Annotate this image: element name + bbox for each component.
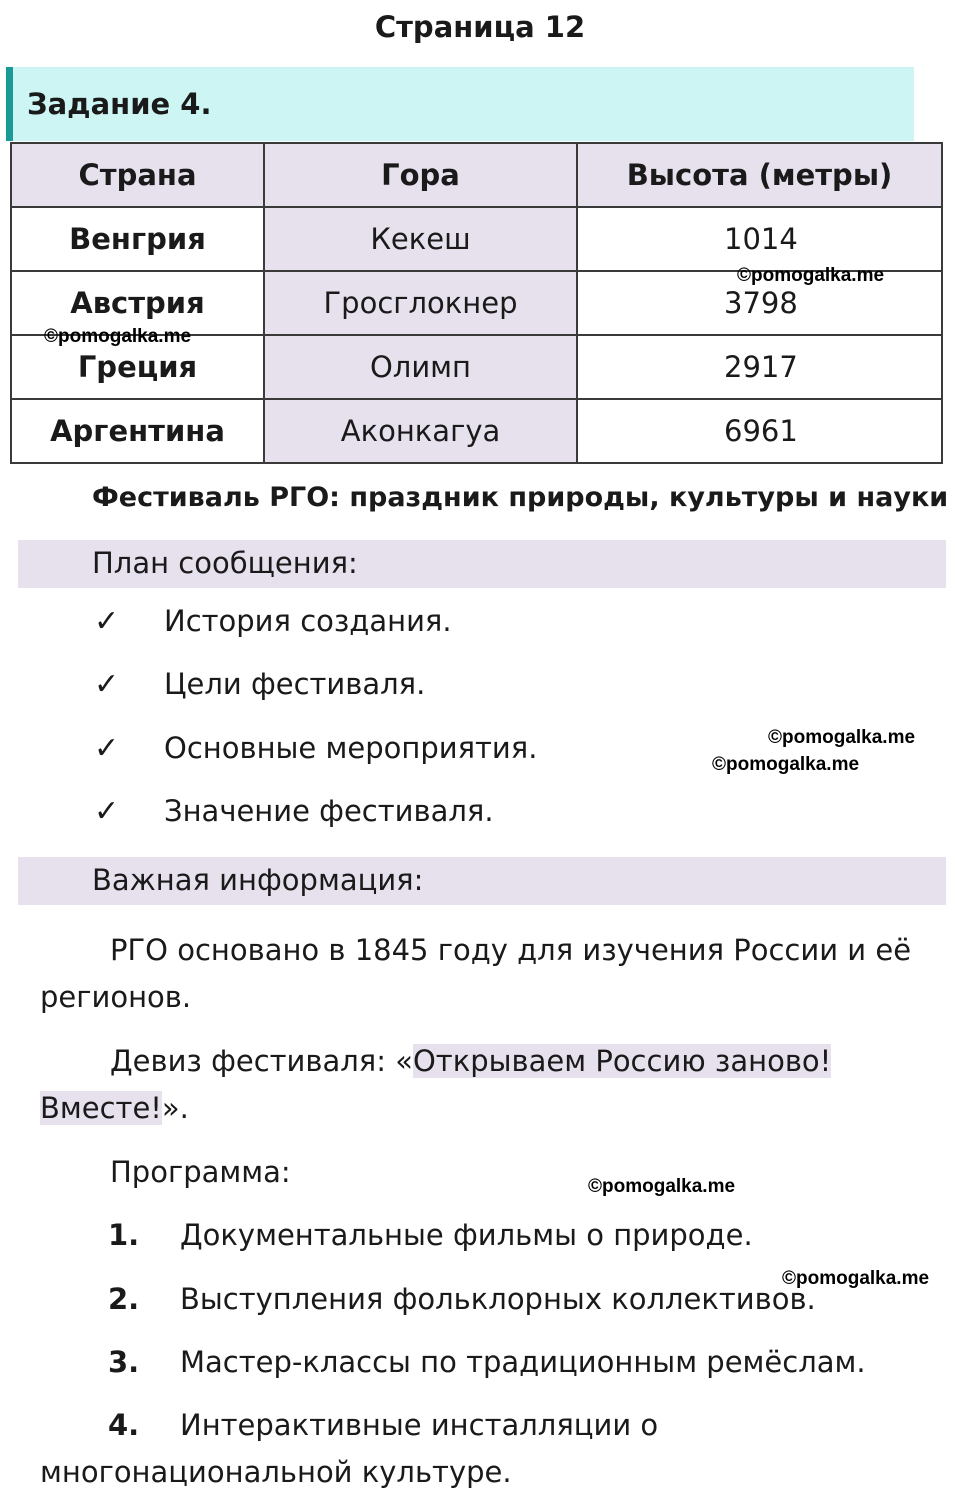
column-header: Страна [11, 143, 264, 207]
motto-line2 [40, 1091, 189, 1125]
watermark: ©pomogalka.me [44, 326, 192, 347]
program-item [108, 1408, 658, 1442]
plan-item-text: Значение фестиваля. [164, 794, 494, 828]
program-item-text: Интерактивные инсталляции о [180, 1408, 659, 1442]
task-label: Задание 4. [27, 87, 212, 121]
program-item-text: Мастер-классы по традиционным ремёслам. [180, 1345, 866, 1379]
country-cell: Греция [11, 335, 264, 399]
country-cell: Венгрия [11, 207, 264, 271]
program-item-number: 2. [108, 1282, 140, 1316]
mountain-cell: Олимп [264, 335, 577, 399]
checkmark-icon: ✓ [94, 731, 120, 766]
program-item-number: 3. [108, 1345, 140, 1379]
mountain-cell: Гросглокнер [264, 271, 577, 335]
column-header: Высота (метры) [577, 143, 942, 207]
founded-text-line1: РГО основано в 1845 году для изучения России и её [110, 933, 912, 967]
plan-item [94, 667, 425, 702]
motto-line1 [110, 1044, 831, 1078]
plan-item [94, 731, 537, 766]
table-header-row [11, 143, 942, 207]
height-cell: 2917 [577, 335, 942, 399]
checkmark-icon: ✓ [94, 667, 120, 702]
watermark: ©pomogalka.me [588, 1176, 736, 1197]
page-title: Страница 12 [374, 10, 586, 44]
plan-item-text: История создания. [164, 604, 452, 638]
watermark: ©pomogalka.me [737, 265, 885, 286]
festival-title: Фестиваль РГО: праздник природы, культуры и науки [92, 482, 949, 513]
plan-heading: План сообщения: [92, 546, 358, 580]
plan-item [94, 604, 452, 639]
watermark: ©pomogalka.me [712, 754, 860, 775]
mountains-table [10, 142, 943, 464]
motto-highlight: Открываем Россию заново! [412, 1044, 832, 1078]
column-header: Гора [264, 143, 577, 207]
checkmark-icon: ✓ [94, 604, 120, 639]
plan-heading-band [18, 540, 946, 588]
founded-text-line2: регионов. [40, 980, 192, 1014]
height-cell: 1014 [577, 207, 942, 271]
motto-highlight: Вместе! [40, 1091, 162, 1125]
checkmark-icon: ✓ [94, 794, 120, 829]
program-item [108, 1218, 753, 1252]
task-banner [6, 67, 914, 141]
watermark: ©pomogalka.me [782, 1268, 930, 1289]
info-heading: Важная информация: [92, 863, 424, 897]
plan-item-text: Цели фестиваля. [164, 667, 426, 701]
program-item-continuation: многонациональной культуре. [40, 1455, 512, 1489]
table-row [11, 207, 942, 271]
country-cell: Австрия [11, 271, 264, 335]
program-item-number: 1. [108, 1218, 140, 1252]
program-item-text: Выступления фольклорных коллективов. [180, 1282, 816, 1316]
table-row [11, 399, 942, 463]
plan-item [94, 794, 494, 829]
program-item-text: Документальные фильмы о природе. [180, 1218, 753, 1252]
program-item [108, 1345, 866, 1379]
plan-item-text: Основные мероприятия. [164, 731, 538, 765]
program-item-number: 4. [108, 1408, 140, 1442]
motto-suffix: ». [161, 1091, 189, 1125]
watermark: ©pomogalka.me [768, 727, 916, 748]
mountain-cell: Кекеш [264, 207, 577, 271]
country-cell: Аргентина [11, 399, 264, 463]
program-heading: Программа: [110, 1155, 291, 1189]
height-cell: 3798 [577, 271, 942, 335]
mountain-cell: Аконкагуа [264, 399, 577, 463]
info-heading-band [18, 857, 946, 905]
motto-prefix: Девиз фестиваля: « [110, 1044, 413, 1078]
height-cell: 6961 [577, 399, 942, 463]
program-item [108, 1282, 816, 1316]
